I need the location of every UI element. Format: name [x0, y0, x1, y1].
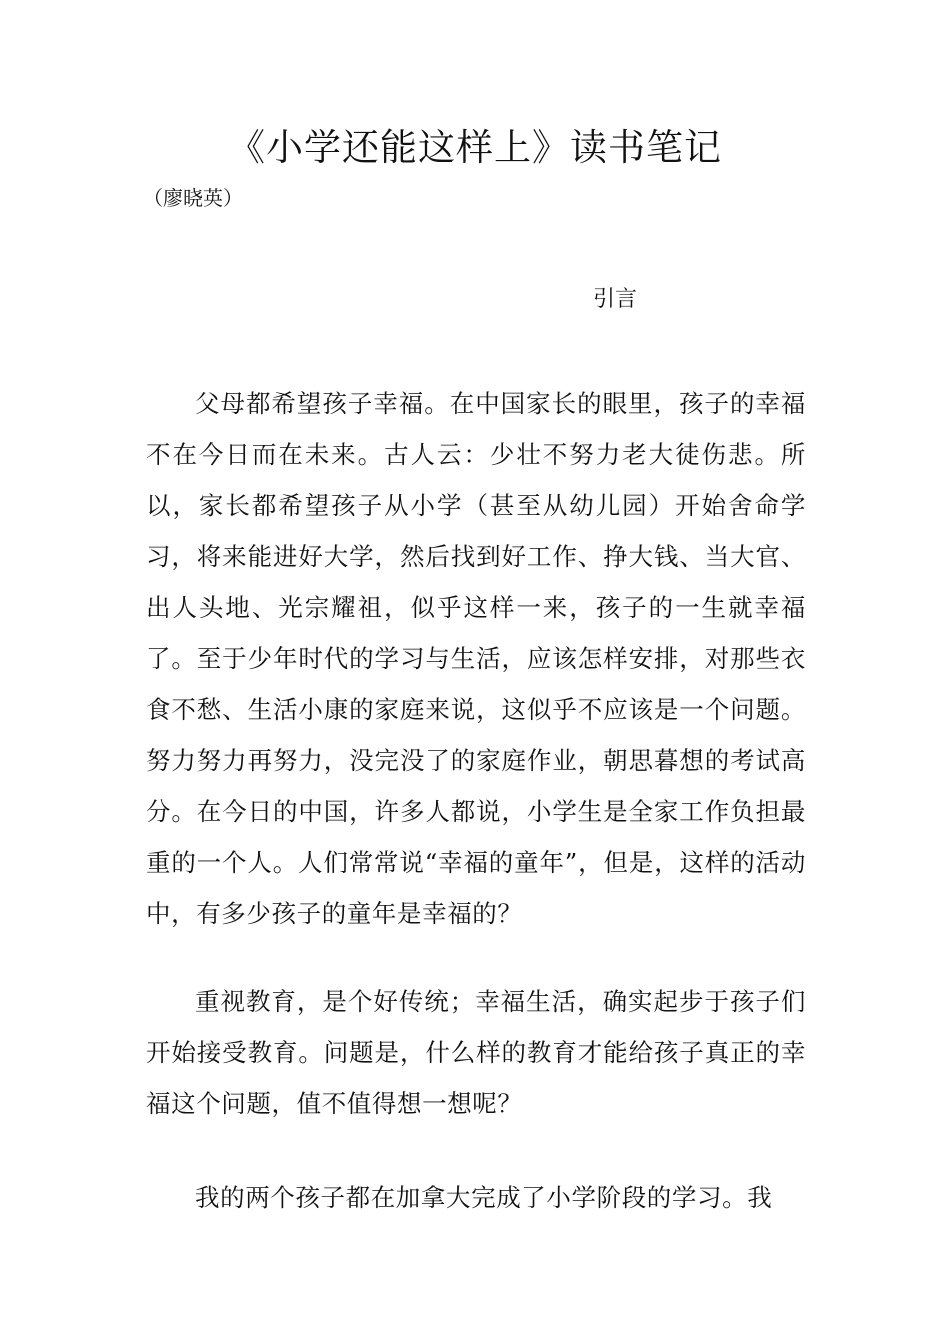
section-heading-introduction: 引言	[593, 287, 638, 312]
body-paragraph: 父母都希望孩子幸福。在中国家长的眼里，孩子的幸福不在今日而在未来。古人云：少壮不努力老大徒伤悲。所以，家长都希望孩子从小学（甚至从幼儿园）开始舍命学习，将来能进好大学，然后找到好工作、挣大钱、当大官、出人头地、光宗耀祖，似乎这样一来，孩子的一生就幸福了。至于少年时代的学习与生活，应该怎样安排，对那些衣食不愁、生活小康的家庭来说，这似乎不应该是一个问题。努力努力再努力，没完没了的家庭作业，朝思暮想的考试高分。在今日的中国，许多人都说，小学生是全家工作负担最重的一个人。人们常常说“幸福的童年”，但是，这样的活动中，有多少孩子的童年是幸福的？	[146, 389, 806, 928]
author-name: （廖晓英）	[143, 186, 243, 210]
body-paragraph: 我的两个孩子都在加拿大完成了小学阶段的学习。我	[195, 1183, 773, 1212]
body-paragraph: 重视教育，是个好传统；幸福生活，确实起步于孩子们开始接受教育。问题是，什么样的教育才能给孩子真正的幸福这个问题，值不值得想一想呢？	[146, 987, 806, 1118]
document-title: 《小学还能这样上》读书笔记	[228, 126, 722, 169]
